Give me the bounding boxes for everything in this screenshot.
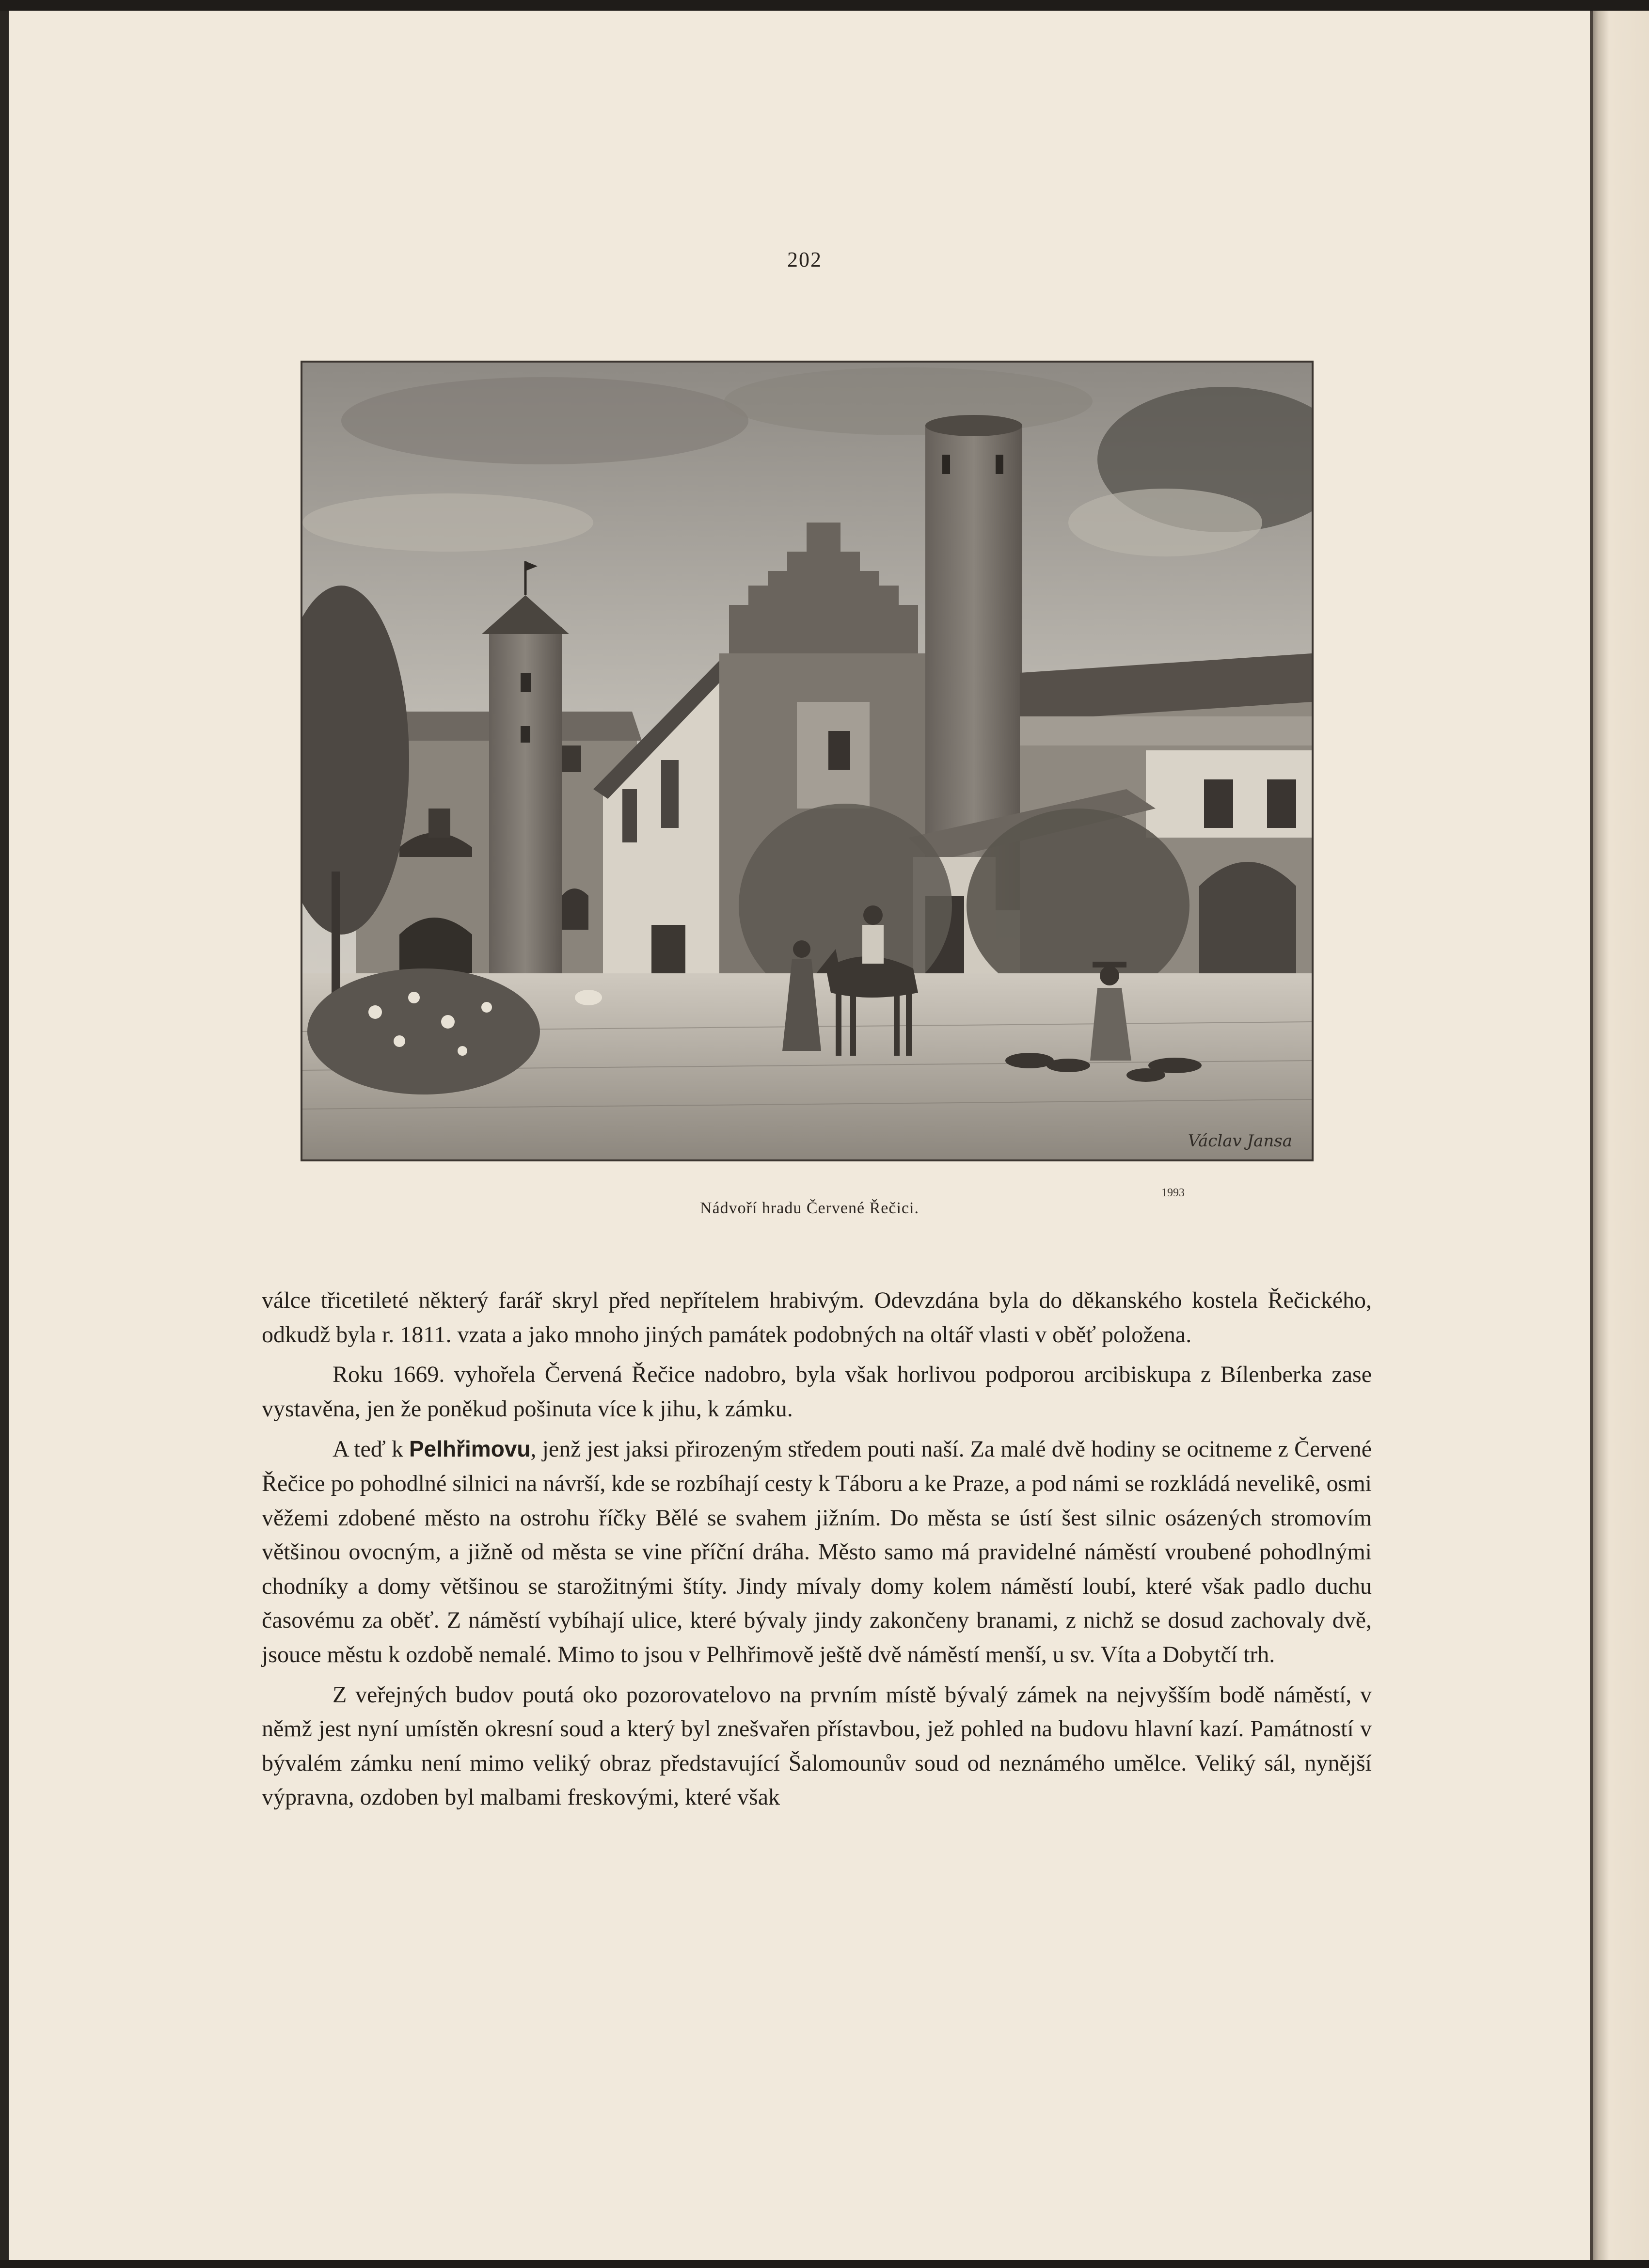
- artist-signature: Václav Jansa: [1188, 1131, 1292, 1151]
- paragraph: Z veřejných budov poutá oko pozorovatelovo na prvním místě bývalý zámek na nejvyšším bodě náměstí, v němž jest nyní umístěn okresní soud a který byl znešvařen přístavbou, jež pohled na budovu hlavní kazí. Památností v bývalém zámku není mimo veliký obraz představující Šalomounův soud od neznámého umělce. Veliký sál, nynější výpravna, ozdoben byl malbami freskovými, které však: [262, 1681, 1372, 1810]
- scan-border-top: [0, 0, 1649, 11]
- book-gutter: [1590, 11, 1593, 2268]
- page-number: 202: [787, 248, 822, 271]
- plate-number: 1993: [1161, 1187, 1185, 1199]
- place-name-pelhrimov: Pelhřimovu: [409, 1436, 531, 1462]
- figure-caption: Nádvoří hradu Červené Řečici.: [700, 1199, 919, 1217]
- scan-border-bottom: [0, 2260, 1649, 2268]
- adjacent-page-edge: [1590, 11, 1649, 2268]
- paragraph: Roku 1669. vyhořela Červená Řečice nadobro, byla však horlivou podporou arcibiskupa z Bílenberka zase vystavěna, jen že poněkud pošinuta více k jihu, k zámku.: [262, 1362, 1372, 1422]
- paragraph-pre: A teď k: [333, 1436, 409, 1462]
- body-text: [262, 1284, 1372, 1821]
- paragraph: [262, 1432, 1372, 1672]
- paragraph: válce třicetileté některý farář skryl před nepřítelem hrabivým. Odevzdána byla do děkanského kostela Řečického, odkudž byla r. 1811. vzata a jako mnoho jiných památek podobných na oltář vlasti v oběť položena.: [262, 1287, 1372, 1348]
- paragraph-post: , jenž jest jaksi přirozeným středem pouti naší. Za malé dvě hodiny se ocitneme z Červené Řečice po pohodlné silnici na návrší, kde se rozbíhají cesty k Táboru a ke Praze, a pod námi se rozkládá nevelikê, osmi věžemi zdobené město na ostrohu říčky Bělé se svahem jižním. Do města se ústí šest silnic osázených stromovím většinou ovocným, a jižně od města se vine příční dráha. Město samo má pravidelné náměstí vroubené pohodlnými chodníky a domy většinou se starožitnými štíty. Jindy mívaly domy kolem náměstí loubí, které však padlo duchu časovému za oběť. Z náměstí vybíhají ulice, které bývaly jindy zakončeny branami, z nichž se dosud zachovaly dvě, jsouce městu k ozdobě nemalé. Mimo to jsou v Pelhřimově ještě dvě náměstí menší, u sv. Víta a Dobytčí trh.: [262, 1436, 1372, 1667]
- illustration-castle-courtyard: [301, 361, 1314, 1161]
